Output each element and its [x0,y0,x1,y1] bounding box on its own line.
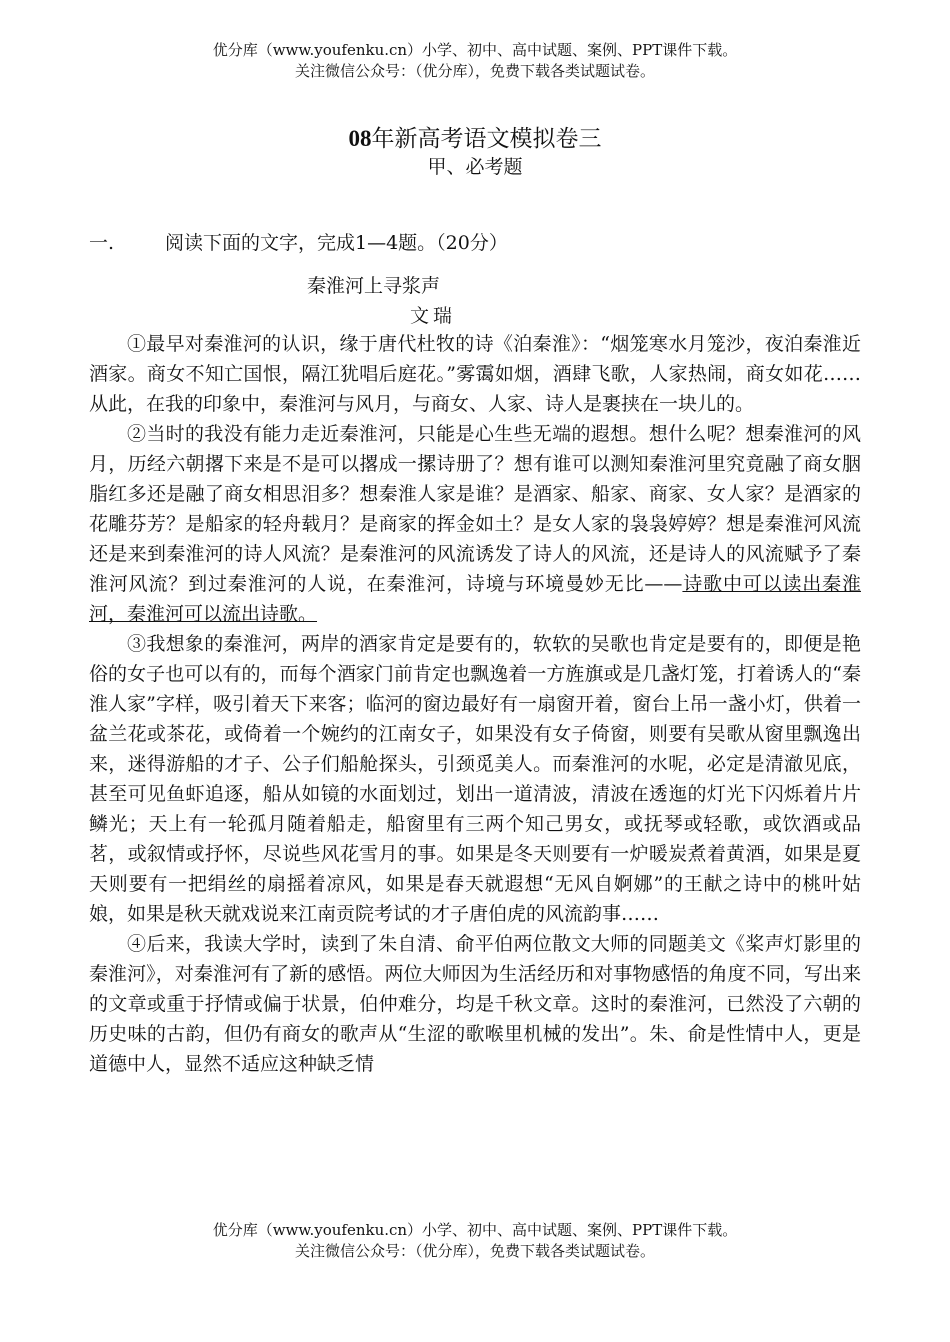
underlined-sentence: 诗歌中可以读出秦淮河，秦淮河可以流出诗歌。 [89,573,861,625]
title-text: 年新高考语文模拟卷三 [371,126,602,152]
paragraph-1: ①最早对秦淮河的认识，缘于唐代杜牧的诗《泊秦淮》：“烟笼寒水月笼沙，夜泊秦淮近酒家。商女不知亡国恨，隔江犹唱后庭花。”雾霭如烟，酒肆飞歌，人家热闹，商女如花……从此，在我的印象中，秦淮河与风月，与商女、人家、诗人是裹挟在一块儿的。 [89,333,861,415]
paragraph-2 [89,419,861,629]
header-line-2: 关注微信公众号：（优分库），免费下载各类试题试卷。 [294,62,655,80]
title-year: 08 [348,126,372,151]
header-line-1: 优分库（www.youfenku.cn）小学、初中、高中试题、案例、PPT课件下载。 [212,41,738,59]
paragraph-2-text: ②当时的我没有能力走近秦淮河，只能是心生些无端的遐想。想什么呢？想秦淮河的风月，历经六朝撂下来是不是可以撂成一摞诗册了？想有谁可以测知秦淮河里究竟融了商女胭脂红多还是融了商女相思泪多？想秦淮人家是谁？是酒家、船家、商家、女人家？是酒家的花雕芬芳？是船家的轻舟载月？是商家的挥金如土？是女人家的袅袅婷婷？想是秦淮河风流还是来到秦淮河的诗人风流？是秦淮河的风流诱发了诗人的风流，还是诗人的风流赋予了秦淮河风流？到过秦淮河的人说，在秦淮河，诗境与环境曼妙无比—— [89,423,861,595]
article-author: 文瑞 [410,305,457,327]
question-instruction: 阅读下面的文字，完成1—4题。（20分） [165,232,508,254]
document-title [0,124,950,154]
question-number: 一. [89,232,115,254]
footer-line-2: 关注微信公众号：（优分库），免费下载各类试题试卷。 [294,1242,655,1260]
question-heading [89,229,508,257]
paragraph-4: ④后来，我读大学时，读到了朱自清、俞平伯两位散文大师的同题美文《桨声灯影里的秦淮河》，对秦淮河有了新的感悟。两位大师因为生活经历和对事物感悟的角度不同，写出来的文章或重于抒情或偏于状景，伯仲难分，均是千秋文章。这时的秦淮河，已然没了六朝的历史味的古韵，但仍有商女的歌声从“生涩的歌喉里机械的发出”。朱、俞是性情中人，更是道德中人，显然不适应这种缺乏情 [89,933,861,1075]
article-body [89,329,861,1079]
section-subtitle: 甲、必考题 [427,156,523,178]
page-header [0,40,950,82]
footer-line-1: 优分库（www.youfenku.cn）小学、初中、高中试题、案例、PPT课件下载。 [212,1221,738,1239]
article-title: 秦淮河上寻浆声 [307,275,441,297]
page-footer [0,1220,950,1262]
paragraph-3: ③我想象的秦淮河，两岸的酒家肯定是要有的，软软的吴歌也肯定是要有的，即便是艳俗的女子也可以有的，而每个酒家门前肯定也飘逸着一方旌旗或是几盏灯笼，打着诱人的“秦淮人家”字样，吸引着天下来客；临河的窗边最好有一扇窗开着，窗台上吊一盏小灯，供着一盆兰花或茶花，或倚着一个婉约的江南女子，如果没有女子倚窗，则要有吴歌从窗里飘逸出来，迷得游船的才子、公子们船舱探头，引颈觅美人。而秦淮河的水呢，必定是清澈见底，甚至可见鱼虾追逐，船从如镜的水面划过，划出一道清波，清波在透迤的灯光下闪烁着片片鳞光；天上有一轮孤月随着船走，船窗里有三两个知己男女，或抚琴或轻歌，或饮酒或品茗，或叙情或抒怀，尽说些风花雪月的事。如果是冬天则要有一炉暖炭煮着黄酒，如果是夏天则要有一把绢丝的扇摇着凉风，如果是春天就遐想“无风自婀娜”的王献之诗中的桃叶姑娘，如果是秋天就戏说来江南贡院考试的才子唐伯虎的风流韵事…… [89,633,861,925]
